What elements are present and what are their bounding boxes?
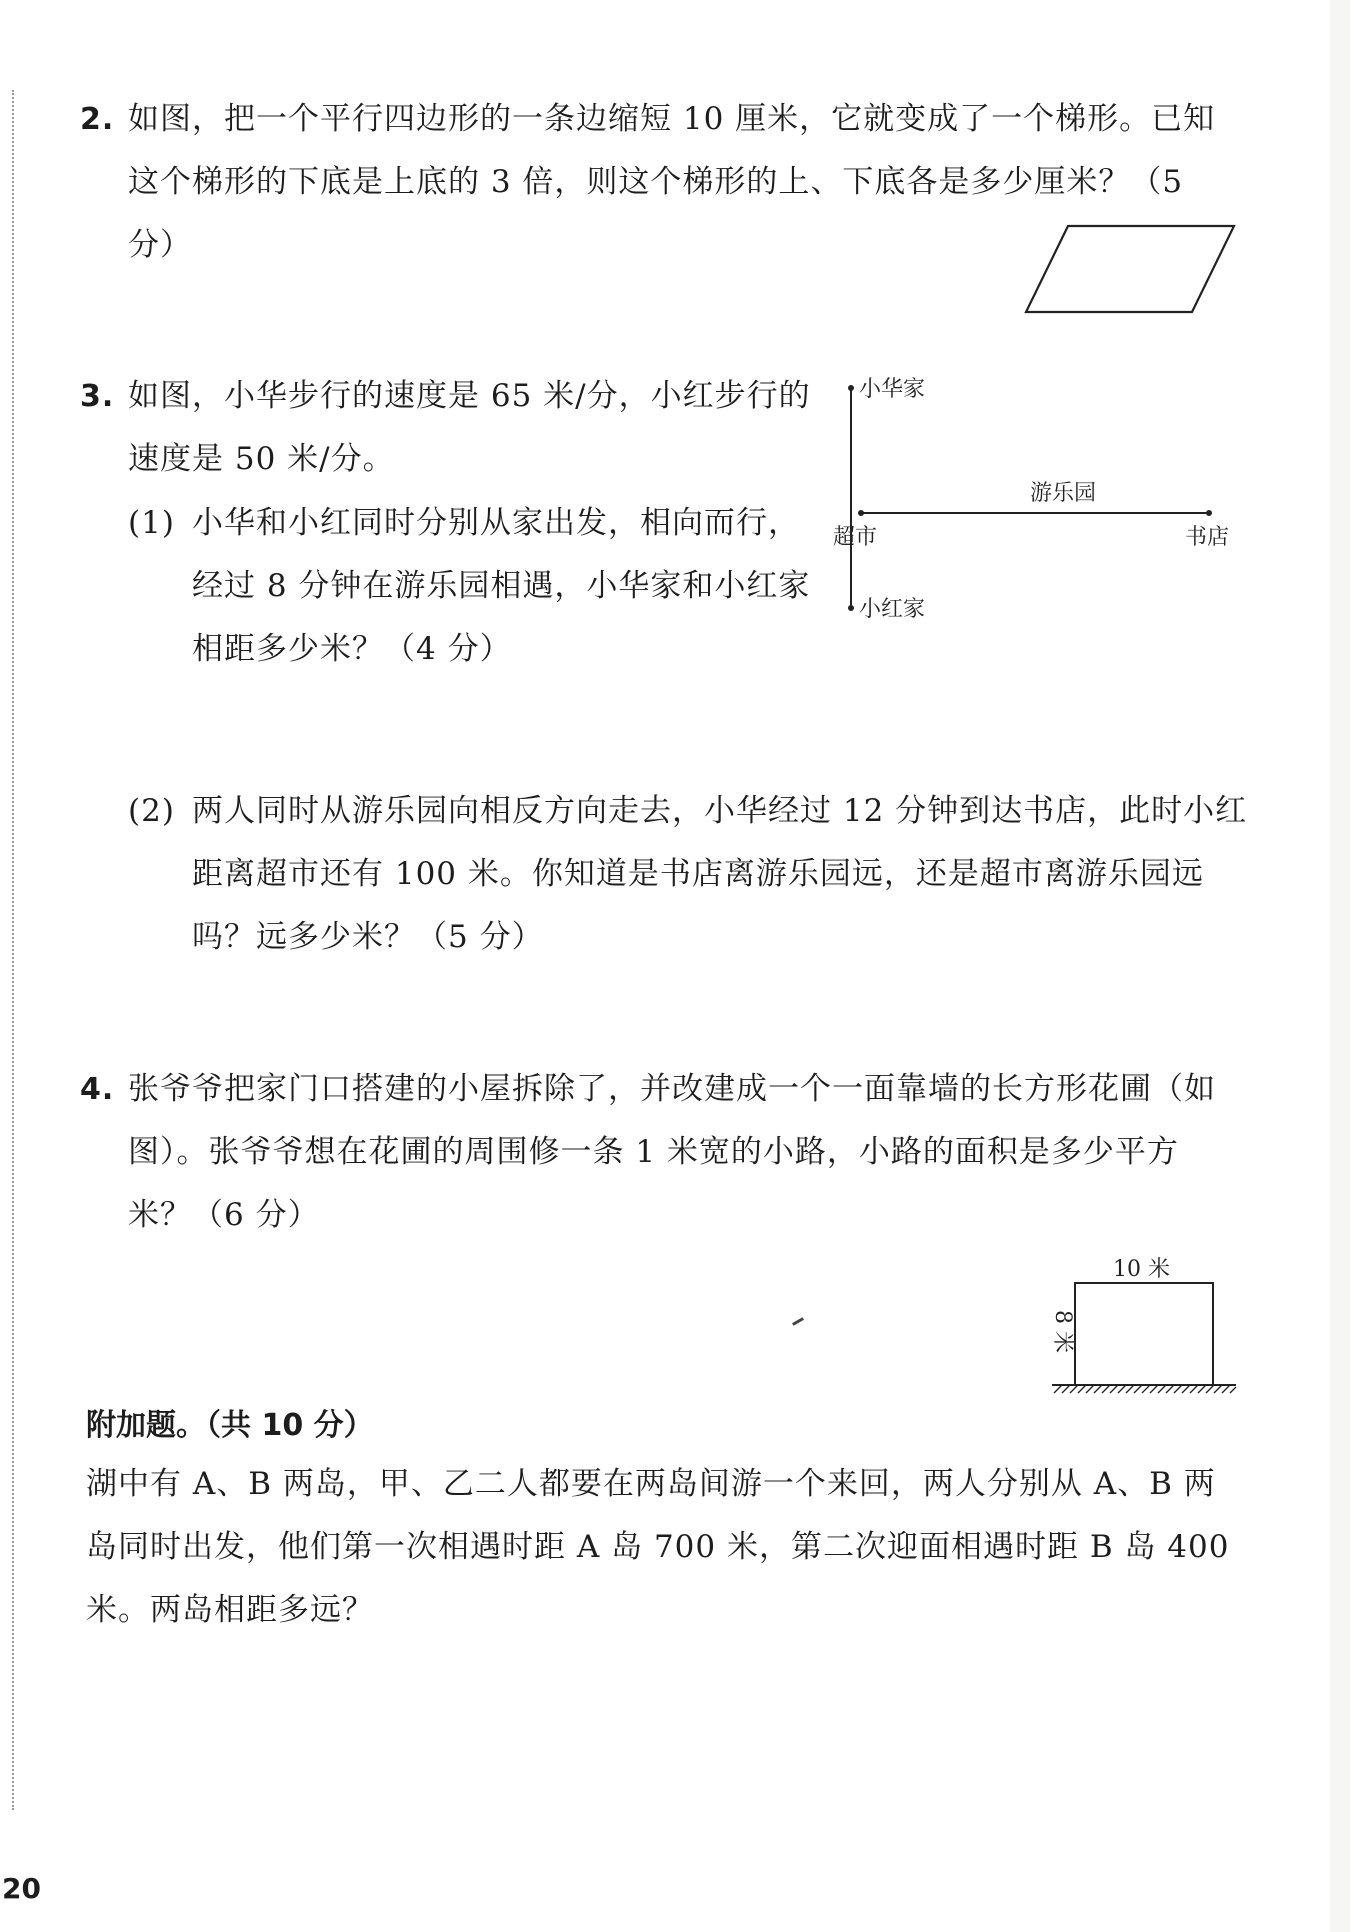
park-label: 游乐园 (1030, 481, 1097, 506)
part-tag: (1) (128, 505, 175, 541)
stray-pen-mark (792, 1317, 804, 1326)
question-3 (80, 365, 840, 491)
question-text: 张爷爷把家门口搭建的小屋拆除了，并改建成一个一面靠墙的长方形花圃（如图）。张爷爷想在花圃的周围修一条 1 米宽的小路，小路的面积是多少平方米？（6 分） (128, 1071, 1216, 1233)
route-map-figure (825, 370, 1245, 630)
question-text: 如图，把一个平行四边形的一条边缩短 10 厘米，它就变成了一个梯形。已知这个梯形的下底是上底的 3 倍，则这个梯形的上、下底各是多少厘米？（5 分） (128, 101, 1216, 263)
question-4 (80, 1058, 1240, 1247)
binding-dotted-line (12, 90, 14, 1810)
width-label: 10 米 (1113, 1257, 1170, 1282)
question-3-part-1 (128, 492, 818, 681)
parallelogram-figure (1020, 220, 1240, 320)
question-number: 4. (80, 1072, 115, 1107)
question-text: 如图，小华步行的速度是 65 米/分，小红步行的速度是 50 米/分。 (128, 378, 811, 477)
bookstore-label: 书店 (1185, 525, 1230, 550)
page-number: 20 (2, 1872, 41, 1905)
xiaohong-home-label: 小红家 (859, 597, 926, 622)
question-number: 2. (80, 102, 115, 137)
part-tag: (2) (128, 793, 175, 829)
part-text: 两人同时从游乐园向相反方向走去，小华经过 12 分钟到达书店，此时小红距离超市还有 100 米。你知道是书店离游乐园远，还是超市离游乐园远吗？远多少米？（5 分） (192, 793, 1248, 955)
extra-question-text: 湖中有 A、B 两岛，甲、乙二人都要在两岛间游一个来回，两人分别从 A、B 两岛同时出发，他们第一次相遇时距 A 岛 700 米，第二次迎面相遇时距 B 岛 400 米。两岛相距多远？ (86, 1466, 1230, 1628)
xiaohua-home-label: 小华家 (859, 377, 926, 402)
height-label: 8 米 (1050, 1310, 1075, 1353)
extra-question-title: 附加题。（共 10 分） (86, 1408, 374, 1443)
supermarket-label: 超市 (833, 525, 878, 550)
question-number: 3. (80, 379, 115, 414)
garden-figure (1030, 1250, 1250, 1400)
part-text: 小华和小红同时分别从家出发，相向而行，经过 8 分钟在游乐园相遇，小华家和小红家相距多少米？（4 分） (192, 505, 811, 667)
question-3-part-2 (128, 780, 1248, 969)
